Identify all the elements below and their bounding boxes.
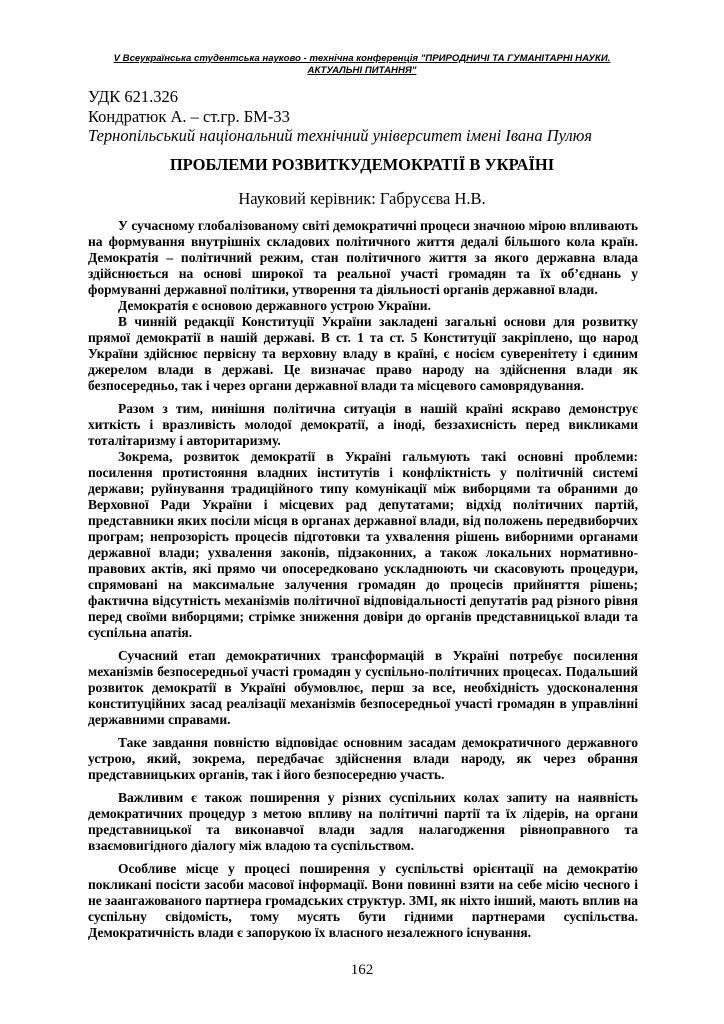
- article-meta: [88, 87, 592, 146]
- supervisor-line: Науковий керівник: Габрусєва Н.В.: [238, 189, 486, 208]
- body-paragraph: Таке завдання повністю відповідає основним засадам демократичного державного устрою, який, зокрема, передбачає здійснення влади народу, як через обрання представницьких органів, так і його безпосередню участь.: [88, 735, 638, 782]
- author-line: Кондратюк А. – ст.гр. БМ-33: [88, 106, 290, 126]
- body-paragraph: Сучасний етап демократичних трансформацій в Україні потребує посилення механізмів безпосередньої участі громадян у суспільно-політичних процесах. Подальший розвиток демократії в Україні обумовлює, перш за все, необхідність удосконалення конституційних засад реалізації механізмів безпосередньої участі громадян в управлінні державними справами.: [88, 648, 638, 727]
- article-title: ПРОБЛЕМИ РОЗВИТКУДЕМОКРАТІЇ В УКРАЇНІ: [169, 155, 555, 174]
- body-paragraph: Особливе місце у процесі поширення у суспільстві орієнтації на демократію покликані посісти засоби масової інформації. Вони повинні взяти на себе місію чесного і не заангажованого партнера громадських структур. ЗМІ, як ніхто інший, мають вплив на суспільну свідомість, тому мусять бути гідними партнерами суспільства. Демократичність влади є запорукою їх власного незалежного існування.: [88, 861, 638, 940]
- article-body: [88, 218, 638, 941]
- body-paragraph: Важливим є також поширення у різних суспільних колах запиту на наявність демократичних процедур з метою впливу на політичні партії та їх лідерів, на органи представницької та виконавчої влади задля налагодження рівноправного та взаємовигідного діалогу між владою та суспільством.: [88, 790, 638, 853]
- body-paragraph: В чинній редакції Конституції України закладені загальні основи для розвитку прямої демократії в нашій державі. В ст. 1 та ст. 5 Конституції закріплено, що народ України здійснює первісну та верховну владу в країні, є носієм суверенітету і єдиним джерелом влади в державі. Це визначає право народу на здійснення влади як безпосередньо, так і через органи державної влади та місцевого самоврядування.: [88, 314, 638, 393]
- institution-line: Тернопільський національний технічний університет імені Івана Пулюя: [88, 126, 593, 145]
- body-paragraph: Разом з тим, нинішня політична ситуація в нашій країні яскраво демонструє хиткість і вразливість молодої демократії, а іноді, беззахисність перед викликами тоталітаризму і авторитаризму.: [88, 401, 638, 448]
- body-paragraph: Демократія є основою державного устрою України.: [118, 298, 431, 313]
- conference-header-line1: V Всеукраїнська студентська науково - технічна конференція "ПРИРОДНИЧІ ТА ГУМАНІТАРНІ НАУКИ.: [113, 53, 611, 64]
- udc-code: УДК 621.326: [88, 87, 179, 106]
- body-paragraph: Зокрема, розвиток демократії в Україні гальмують такі основні проблеми: посилення протистояння владних інститутів і конфліктність у політичній системі держави; руйнування традиційного типу комунікації між виборцями та обраними до Верховної Ради України і місцевих рад депутатами; відхід політичних партій, представники яких посіли місця в органах державної влади, від положень передвиборчих програм; непрозорість процесів підготовки та ухвалення рішень виборними органами державної влади; ухвалення законів, підзаконних, а також локальних нормативно-правових актів, які прямо чи опосередковано ускладнюють чи скасовують процедури, спрямовані на максимальне залучення громадян до процесів прийняття рішень; фактична відсутність механізмів політичної відповідальності депутатів рад різного рівня перед своїми виборцями; стрімке зниження довіри до органів представницької влади та суспільна апатія.: [88, 449, 638, 640]
- body-paragraph: У сучасному глобалізованому світі демократичні процеси значною мірою впливають на формування внутрішніх складових політичного життя дедалі більшого кола країн. Демократія – політичний режим, стан політичного життя за якого державна влада здійснюється на основі широкої та реальної участі громадян та їх об’єднань у формуванні державної політики, утворення та діяльності органів державної влади.: [88, 218, 638, 297]
- page-number: 162: [350, 962, 374, 978]
- conference-header: [90, 53, 634, 76]
- conference-header-line2: АКТУАЛЬНІ ПИТАННЯ": [307, 64, 417, 76]
